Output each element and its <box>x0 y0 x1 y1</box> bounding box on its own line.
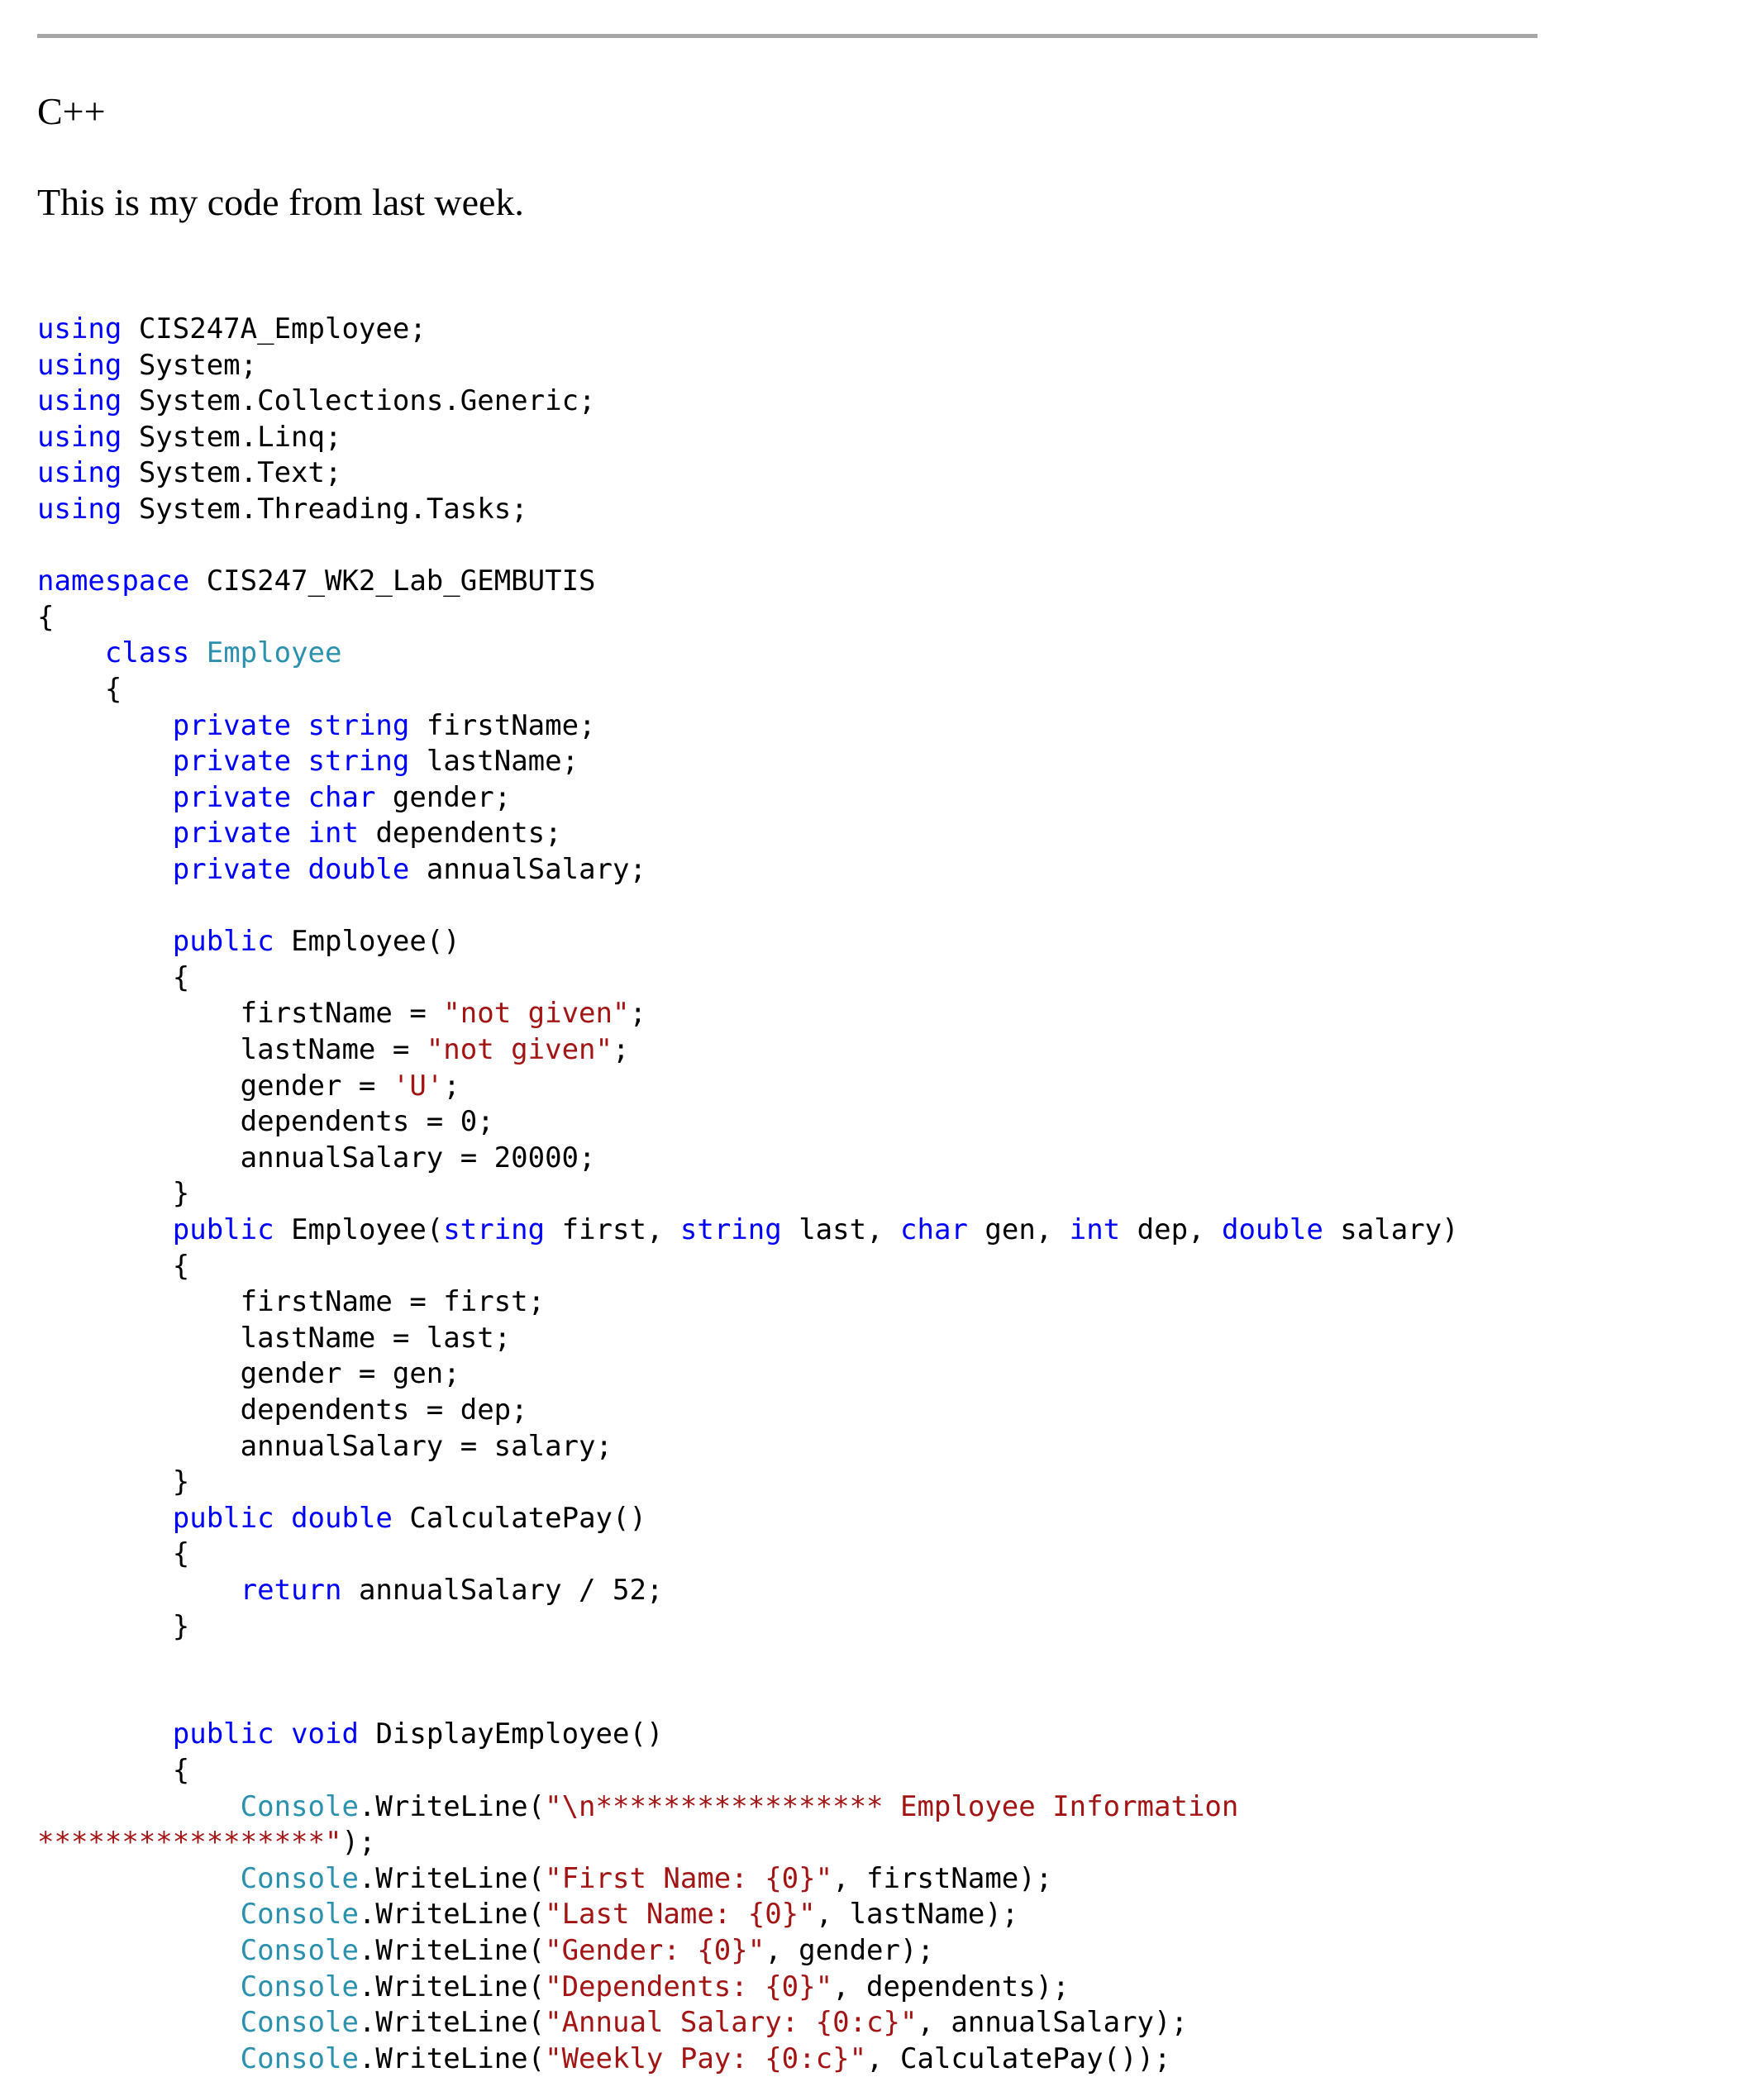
string-token: "Last Name: {0}" <box>545 1898 816 1932</box>
code-text: Employee() <box>274 925 460 959</box>
code-text: last, <box>781 1213 901 1246</box>
code-text: .WriteLine( <box>358 1934 546 1967</box>
code-line <box>37 1825 375 1860</box>
keyword-token: private <box>172 853 292 886</box>
code-text <box>37 925 173 958</box>
code-text: , lastName); <box>815 1898 1019 1932</box>
code-line <box>37 1104 494 1140</box>
code-text <box>37 1934 241 1967</box>
keyword-token: using <box>37 493 122 526</box>
code-text: , firstName); <box>832 1861 1053 1895</box>
code-text: lastName = <box>37 1033 427 1066</box>
code-line <box>37 1393 528 1428</box>
type-token: Employee <box>206 636 342 670</box>
code-text: gender = <box>37 1069 393 1103</box>
string-token: "Annual Salary: {0:c}" <box>545 2006 918 2040</box>
code-text: annualSalary = salary; <box>37 1429 613 1463</box>
keyword-token: char <box>900 1213 968 1246</box>
code-line <box>37 1284 545 1320</box>
code-line <box>37 924 460 960</box>
keyword-token: return <box>240 1574 342 1607</box>
code-text: , annualSalary); <box>917 2006 1188 2040</box>
type-token: Console <box>240 2041 359 2075</box>
code-text: ); <box>341 1826 376 1860</box>
code-text: { <box>37 673 122 706</box>
code-text <box>37 781 173 814</box>
code-line <box>37 708 596 744</box>
keyword-token: public <box>172 1213 274 1246</box>
code-line <box>37 1861 1052 1897</box>
keyword-token: string <box>308 708 410 742</box>
code-text: { <box>37 1249 190 1283</box>
code-text: System.Linq; <box>122 420 342 454</box>
code-line <box>37 1970 1070 2005</box>
code-text <box>37 853 173 886</box>
code-text <box>37 1790 241 1823</box>
horizontal-rule <box>37 34 1538 38</box>
type-token: Console <box>240 1934 359 1967</box>
code-text: { <box>37 1754 190 1787</box>
code-text: annualSalary; <box>409 853 646 886</box>
code-text <box>37 1862 241 1895</box>
code-line <box>37 2041 1171 2077</box>
keyword-token: private <box>172 780 292 814</box>
string-token: "not given" <box>443 997 630 1031</box>
code-line <box>37 564 596 599</box>
code-text: annualSalary / 52; <box>341 1574 664 1607</box>
code-text <box>37 1213 173 1246</box>
code-text <box>291 781 308 814</box>
code-line <box>37 1501 646 1536</box>
keyword-token: char <box>308 780 376 814</box>
keyword-token: public <box>172 925 274 959</box>
code-text: dep, <box>1120 1213 1222 1246</box>
type-token: Console <box>240 1789 359 1823</box>
code-line <box>37 1429 613 1465</box>
code-text: CIS247_WK2_Lab_GEMBUTIS <box>189 565 596 598</box>
code-text: System.Collections.Generic; <box>122 384 596 418</box>
code-line <box>37 1032 629 1068</box>
code-line <box>37 636 342 671</box>
code-text: .WriteLine( <box>358 2041 546 2075</box>
keyword-token: namespace <box>37 565 190 598</box>
code-line <box>37 1465 189 1500</box>
code-text <box>37 2042 241 2075</box>
code-text: dependents = 0; <box>37 1105 494 1139</box>
keyword-token: string <box>679 1213 782 1246</box>
code-line <box>37 852 646 888</box>
keyword-token: double <box>308 853 410 886</box>
code-line <box>37 672 122 707</box>
code-line <box>37 1897 1018 1932</box>
code-text <box>291 853 308 886</box>
code-text: dependents; <box>358 817 562 850</box>
code-line <box>37 1356 460 1392</box>
code-text: firstName = <box>37 997 444 1031</box>
code-line <box>37 348 257 383</box>
code-text: lastName; <box>409 745 579 779</box>
keyword-token: public <box>172 1717 274 1751</box>
code-line <box>37 1717 663 1752</box>
code-text: { <box>37 960 190 994</box>
keyword-token: class <box>104 636 190 670</box>
keyword-token: string <box>443 1213 546 1246</box>
code-text <box>37 1717 173 1751</box>
code-text <box>37 817 173 850</box>
code-text: firstName; <box>409 708 596 742</box>
code-text: lastName = last; <box>37 1321 512 1355</box>
code-text: CalculatePay() <box>392 1501 646 1535</box>
code-text: } <box>37 1609 190 1643</box>
code-text: first, <box>545 1213 680 1246</box>
string-token: "\n***************** Employee Information <box>545 1789 1239 1823</box>
code-line <box>37 1249 189 1284</box>
keyword-token: int <box>1069 1213 1121 1246</box>
code-text: dependents = dep; <box>37 1393 528 1427</box>
keyword-token: using <box>37 384 122 418</box>
keyword-token: private <box>172 745 292 779</box>
code-line <box>37 1212 1459 1248</box>
code-text <box>291 709 308 742</box>
code-text <box>37 1898 241 1931</box>
code-text <box>37 745 173 778</box>
keyword-token: double <box>291 1501 393 1535</box>
code-text: gender = gen; <box>37 1357 460 1391</box>
code-line <box>37 492 528 527</box>
code-line <box>37 1789 1238 1825</box>
keyword-token: private <box>172 708 292 742</box>
code-line <box>37 1753 189 1789</box>
code-text: .WriteLine( <box>358 2006 546 2040</box>
code-text: ; <box>443 1069 460 1103</box>
code-line <box>37 600 54 636</box>
string-token: "Weekly Pay: {0:c}" <box>545 2041 867 2075</box>
code-text: .WriteLine( <box>358 1970 546 2003</box>
code-text <box>274 1502 291 1535</box>
string-token: 'U' <box>392 1069 444 1103</box>
code-text: } <box>37 1177 190 1211</box>
code-text: System.Text; <box>122 456 342 490</box>
code-line <box>37 1573 663 1608</box>
keyword-token: using <box>37 420 122 454</box>
code-text: .WriteLine( <box>358 1789 546 1823</box>
code-line <box>37 960 189 996</box>
string-token: *****************" <box>37 1826 342 1860</box>
keyword-token: double <box>1221 1213 1323 1246</box>
code-text <box>37 2006 241 2039</box>
code-text: ; <box>629 997 646 1031</box>
code-line <box>37 383 596 419</box>
string-token: "Gender: {0}" <box>545 1934 765 1967</box>
code-line <box>37 420 341 455</box>
code-text <box>37 1502 173 1535</box>
keyword-token: using <box>37 456 122 490</box>
code-text: System.Threading.Tasks; <box>122 493 528 526</box>
code-text: salary) <box>1323 1213 1459 1246</box>
code-text: System; <box>122 348 258 382</box>
keyword-token: int <box>308 817 359 850</box>
code-line <box>37 780 511 816</box>
type-token: Console <box>240 1861 359 1895</box>
code-text: ; <box>612 1033 630 1066</box>
code-text <box>37 1970 241 2003</box>
code-text: .WriteLine( <box>358 1861 546 1895</box>
code-text <box>274 1717 291 1751</box>
code-text: , dependents); <box>832 1970 1070 2003</box>
code-text: CIS247A_Employee; <box>122 312 427 345</box>
code-line <box>37 1933 934 1969</box>
code-text <box>189 636 206 669</box>
code-line <box>37 816 562 851</box>
code-text <box>291 745 308 778</box>
code-text: , gender); <box>765 1934 934 1967</box>
intro-text: This is my code from last week. <box>37 181 524 223</box>
keyword-token: void <box>291 1717 359 1751</box>
keyword-token: using <box>37 348 122 382</box>
code-line <box>37 1536 189 1572</box>
keyword-token: public <box>172 1501 274 1535</box>
code-text: gender; <box>375 780 512 814</box>
code-line <box>37 996 646 1031</box>
code-line <box>37 1176 189 1212</box>
code-text: , CalculatePay()); <box>866 2041 1171 2075</box>
code-text: DisplayEmployee() <box>358 1717 664 1751</box>
code-line <box>37 1609 189 1645</box>
code-line <box>37 744 579 779</box>
code-text: .WriteLine( <box>358 1898 546 1932</box>
string-token: "Dependents: {0}" <box>545 1970 833 2003</box>
code-line <box>37 1069 460 1104</box>
code-text: { <box>37 600 55 634</box>
keyword-token: string <box>308 745 410 779</box>
keyword-token: using <box>37 312 122 345</box>
code-line <box>37 455 341 491</box>
string-token: "First Name: {0}" <box>545 1861 833 1895</box>
code-text: } <box>37 1465 190 1499</box>
code-text: gen, <box>967 1213 1070 1246</box>
code-text <box>37 1574 241 1607</box>
keyword-token: private <box>172 817 292 850</box>
code-text: Employee( <box>274 1213 444 1246</box>
code-text: { <box>37 1537 190 1571</box>
code-line <box>37 312 427 347</box>
code-line <box>37 1321 511 1356</box>
type-token: Console <box>240 1898 359 1932</box>
type-token: Console <box>240 2006 359 2040</box>
language-label: C++ <box>37 90 106 132</box>
code-text <box>37 709 173 742</box>
code-text <box>291 817 308 850</box>
code-text <box>37 636 105 669</box>
code-line <box>37 1141 596 1176</box>
string-token: "not given" <box>426 1033 613 1066</box>
code-text: firstName = first; <box>37 1285 546 1319</box>
type-token: Console <box>240 1970 359 2003</box>
code-text: annualSalary = 20000; <box>37 1141 596 1174</box>
code-line <box>37 2005 1188 2041</box>
